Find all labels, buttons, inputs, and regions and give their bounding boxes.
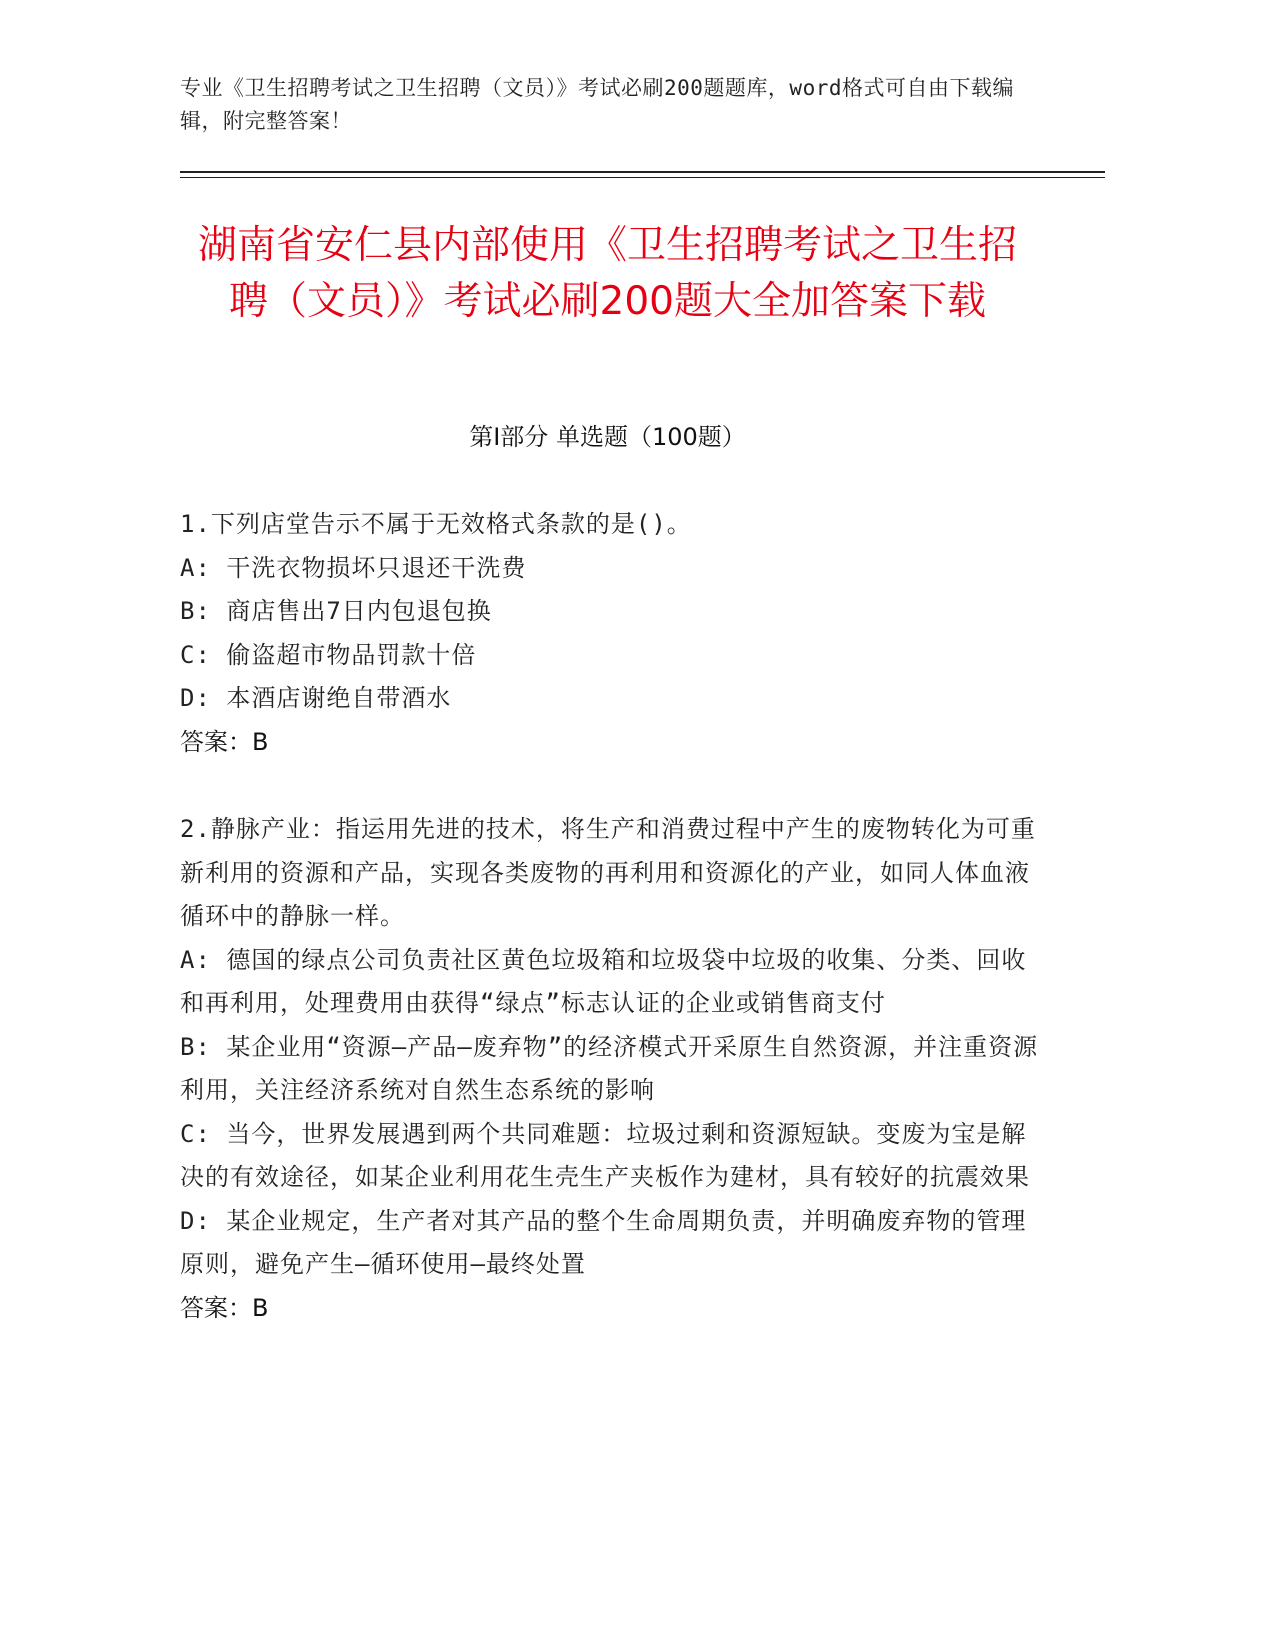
question-1 (180, 503, 1040, 764)
answer-line: 答案：B (180, 727, 269, 756)
header-rule-thick (180, 171, 1105, 173)
header-note: 专业《卫生招聘考试之卫生招聘（文员）》考试必刷200题题库，word格式可自由下载编辑，附完整答案！ (180, 76, 1014, 133)
option-c: C: 当今，世界发展遇到两个共同难题：垃圾过剩和资源短缺。变废为宝是解决的有效途径，如某企业利用花生壳生产夹板作为建材，具有较好的抗震效果 (180, 1119, 1030, 1191)
option-d: D: 某企业规定，生产者对其产品的整个生命周期负责，并明确废弃物的管理原则，避免产生—循环使用—最终处置 (180, 1206, 1027, 1278)
option-a: A: 德国的绿点公司负责社区黄色垃圾箱和垃圾袋中垃圾的收集、分类、回收和再利用，处理费用由获得“绿点”标志认证的企业或销售商支付 (180, 945, 1027, 1017)
option-d: D: 本酒店谢绝自带酒水 (180, 684, 452, 712)
question-2 (180, 808, 1040, 1330)
option-b: B: 某企业用“资源—产品—废弃物”的经济模式开采原生自然资源，并注重资源利用，关注经济系统对自然生态系统的影响 (180, 1032, 1039, 1104)
option-a: A: 干洗衣物损坏只退还干洗费 (180, 553, 527, 582)
section-heading: 第Ⅰ部分 单选题（100题） (469, 423, 746, 451)
option-b: B: 商店售出7日内包退包换 (180, 597, 492, 625)
option-c: C: 偷盗超市物品罚款十倍 (180, 640, 477, 669)
header-rule-thin (180, 177, 1105, 178)
question-stem: 2.静脉产业：指运用先进的技术，将生产和消费过程中产生的废物转化为可重新利用的资源和产品，实现各类废物的再利用和资源化的产业，如同人体血液循环中的静脉一样。 (180, 815, 1036, 930)
answer-line: 答案：B (180, 1293, 269, 1322)
document-title: 湖南省安仁县内部使用《卫生招聘考试之卫生招聘（文员）》考试必刷200题大全加答案下载 (197, 223, 1017, 324)
question-stem: 1.下列店堂告示不属于无效格式条款的是()。 (180, 510, 692, 538)
